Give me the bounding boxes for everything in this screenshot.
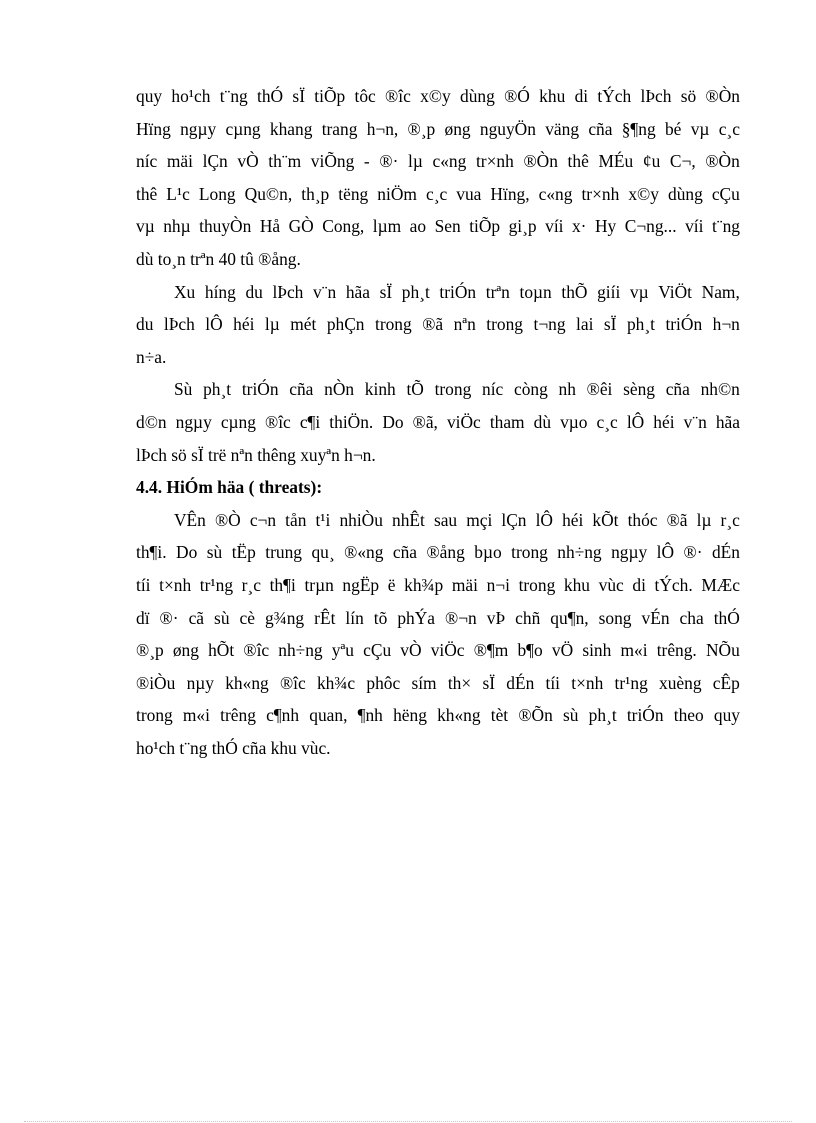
word: hëng	[393, 705, 427, 726]
word: sù	[214, 607, 230, 628]
word: th×	[447, 672, 472, 693]
word: t¨ng	[711, 216, 740, 237]
word: ®·	[683, 542, 703, 563]
word: vÞ	[486, 607, 506, 628]
text-line	[136, 145, 740, 178]
word: tiÕp	[469, 216, 501, 237]
word: cÇu	[363, 640, 392, 661]
word: ®¸p	[407, 118, 436, 139]
word: Cong,	[322, 216, 365, 237]
word: sÏ	[292, 86, 305, 106]
word: c¸c	[425, 183, 448, 204]
word: ®ã	[666, 509, 688, 530]
word: thê	[136, 183, 158, 204]
word: ®îc	[385, 86, 411, 106]
word: trêng.	[656, 640, 697, 661]
word: MÆc	[701, 574, 740, 595]
text-line: ho¹ch t¨ng thÓ cña khu vùc.	[136, 737, 331, 758]
word: c¬n	[249, 509, 277, 530]
word: thóc	[627, 509, 658, 530]
word: phôc	[366, 672, 401, 693]
word: héi	[233, 314, 255, 335]
word: m«i	[620, 640, 648, 661]
word: ngµy	[180, 118, 217, 139]
word: khu	[539, 86, 566, 106]
word: Hïng,	[490, 183, 530, 204]
word: níc	[482, 379, 504, 400]
word: nhµ	[163, 216, 191, 237]
word: tr¹ng	[614, 672, 648, 693]
word: trong	[374, 314, 412, 335]
word: th¶i	[269, 574, 296, 595]
word: tÝch	[597, 86, 632, 106]
word: triÓn	[241, 379, 279, 400]
word: rÊt	[314, 607, 336, 628]
text-line	[136, 699, 740, 732]
word: g¾ng	[265, 607, 305, 628]
word: -	[363, 151, 370, 172]
word: ®Òn	[705, 151, 740, 172]
word: Xu	[174, 281, 196, 302]
word: vÒ	[400, 640, 422, 661]
word: nh©n	[700, 379, 740, 400]
word: b¶o	[517, 640, 543, 661]
word: di	[574, 86, 589, 106]
word: theo	[673, 705, 704, 726]
word: trung	[265, 542, 303, 563]
word: m«i	[182, 705, 210, 726]
word: thÓ	[713, 607, 740, 628]
word: ®Õn	[518, 705, 553, 726]
word: väng	[545, 118, 580, 139]
word: cÊp	[712, 672, 740, 693]
word: n¬i	[486, 574, 510, 595]
word: héi	[562, 509, 584, 530]
word: NÕu	[705, 640, 740, 661]
word: tôc	[354, 86, 376, 106]
word: nÒn	[324, 379, 355, 400]
word: ®ång	[426, 542, 465, 563]
word: nµy	[186, 672, 214, 693]
word: d©n	[136, 411, 167, 432]
word: cña	[392, 542, 418, 563]
word: thÓ	[257, 86, 284, 106]
text-line	[136, 113, 740, 146]
word: cµng	[225, 118, 261, 139]
word: ®Ó	[504, 86, 530, 106]
word: quan,	[309, 705, 348, 726]
word: th¨m	[268, 151, 302, 172]
word: MÉu	[598, 151, 634, 172]
word: ®îc	[243, 640, 270, 661]
word: tõ	[373, 607, 388, 628]
word: lÇn	[501, 509, 527, 530]
word: cña	[588, 118, 613, 139]
word: tr×nh	[475, 151, 514, 172]
text-line	[136, 602, 740, 635]
word: Do	[382, 411, 404, 432]
word: thiÖn.	[329, 411, 374, 432]
word: lÔ	[205, 314, 223, 335]
word: tËp	[231, 542, 256, 563]
word: ®iÒu	[136, 672, 176, 693]
word: ®·	[379, 151, 399, 172]
word: Qu©n,	[244, 183, 293, 204]
text-line: dù to¸n trªn 40 tû ®ång.	[136, 248, 301, 269]
word: dùng	[668, 183, 703, 204]
word: ph¸t	[588, 705, 617, 726]
word: nªn	[453, 314, 476, 335]
word: ë	[387, 574, 396, 595]
word: mçi	[466, 509, 493, 530]
word: giíi	[597, 281, 621, 302]
word: thuyÒn	[199, 216, 252, 237]
word: viÖc	[446, 411, 481, 432]
word: t¬ng	[533, 314, 566, 335]
word: trµn	[304, 574, 334, 595]
word: còng	[513, 379, 548, 400]
word: bµo	[474, 542, 502, 563]
word: Do	[176, 542, 198, 563]
word: chñ	[515, 607, 541, 628]
word: h¬n,	[366, 118, 399, 139]
word: tÝch.	[654, 574, 693, 595]
word: ngµy	[611, 542, 648, 563]
word: VÊn	[174, 509, 206, 530]
section-heading: 4.4. HiÓm häa ( threats):	[136, 477, 323, 498]
word: tån	[285, 509, 307, 530]
word: ¢u	[642, 151, 661, 172]
word: kinh	[364, 379, 396, 400]
word: trêng	[220, 705, 256, 726]
word: vÖ	[551, 640, 574, 661]
word: nguyÖn	[479, 118, 536, 139]
word: vµ	[136, 216, 155, 237]
word: t¨ng	[219, 86, 248, 106]
text-line	[136, 373, 740, 406]
word: vµo	[560, 411, 588, 432]
word: ao	[409, 216, 427, 237]
word: thÕ	[561, 281, 588, 302]
word: nh÷ng	[278, 640, 323, 661]
word: t¹i	[315, 509, 331, 530]
word: tiÕp	[314, 86, 346, 106]
word: t×nh	[571, 672, 604, 693]
word: kh«ng	[437, 705, 481, 726]
word: lÇn	[202, 151, 228, 172]
word: ®Ò	[214, 509, 241, 530]
word: trang	[321, 118, 358, 139]
word: Hy	[594, 216, 617, 237]
word: vµ	[629, 281, 649, 302]
word: tÕ	[406, 379, 424, 400]
text-line	[136, 308, 740, 341]
text-line: n÷a.	[136, 346, 167, 367]
word: trong	[518, 574, 556, 595]
text-line: lÞch sö sÏ trë nªn thêng xuyªn h¬n.	[136, 444, 376, 465]
word: dï	[136, 607, 150, 628]
word: khu	[563, 574, 590, 595]
word: ®¸p	[136, 640, 164, 661]
word: ®îc	[265, 411, 291, 432]
word: phÝa	[397, 607, 436, 628]
word: øng	[444, 118, 471, 139]
word: lµ	[264, 314, 280, 335]
word: lai	[576, 314, 594, 335]
word: c¸c	[596, 411, 618, 432]
text-line	[136, 569, 740, 602]
word: mäi	[166, 151, 193, 172]
word: sÏ	[379, 281, 393, 302]
word: Long	[198, 183, 236, 204]
word: ®¶m	[473, 640, 509, 661]
word: h¬n	[712, 314, 740, 335]
word: lÔ	[626, 411, 645, 432]
word: du	[136, 314, 154, 335]
word: ViÖt	[658, 281, 693, 302]
word: tèt	[490, 705, 509, 726]
word: dù	[533, 411, 552, 432]
word: tëng	[338, 183, 369, 204]
word: ph¸t	[401, 281, 430, 302]
word: sÏ	[482, 672, 495, 693]
word: c¸c	[718, 118, 740, 139]
word: vÉn	[641, 607, 670, 628]
word: sö	[680, 86, 697, 106]
word: ®ã,	[412, 411, 438, 432]
word: c¶i	[299, 411, 321, 432]
word: c«ng	[432, 151, 467, 172]
word: ®Òn	[523, 151, 558, 172]
word: nh÷ng	[557, 542, 602, 563]
word: C¬,	[669, 151, 696, 172]
word: lÞch	[272, 281, 304, 302]
word: sù	[562, 705, 579, 726]
word: lÞch	[640, 86, 672, 106]
text-line	[136, 536, 740, 569]
word: cÇu	[711, 183, 740, 204]
word: trong	[511, 542, 548, 563]
word: ®¬n	[445, 607, 477, 628]
word: tham	[489, 411, 525, 432]
word: r¸c	[241, 574, 261, 595]
word: yªu	[331, 640, 354, 661]
word: di	[632, 574, 646, 595]
word: Sen	[434, 216, 461, 237]
word: niÖm	[377, 183, 417, 204]
word: c¶nh	[266, 705, 300, 726]
word: nh	[558, 379, 576, 400]
word: ®êi	[586, 379, 613, 400]
word: lÞch	[163, 314, 195, 335]
word: ¶nh	[357, 705, 383, 726]
word: th¸p	[301, 183, 330, 204]
word: sèng	[623, 379, 655, 400]
word: song	[598, 607, 632, 628]
word: nhÊt	[392, 509, 425, 530]
word: ph¸t	[203, 379, 232, 400]
text-line	[136, 634, 740, 667]
word: dùng	[460, 86, 495, 106]
word: §¶ng	[621, 118, 656, 139]
word: triÓn	[665, 314, 703, 335]
word: cña	[665, 379, 690, 400]
word: r¸c	[720, 509, 740, 530]
word: ®«ng	[344, 542, 384, 563]
text-line	[136, 80, 740, 113]
word: víi	[545, 216, 564, 237]
word: sau	[433, 509, 458, 530]
word: nhiÒu	[339, 509, 383, 530]
word: sÏ	[603, 314, 617, 335]
word: x·	[571, 216, 587, 237]
word: kh«ng	[225, 672, 269, 693]
word: tr¹ng	[199, 574, 234, 595]
word: viÖc	[430, 640, 465, 661]
word: phÇn	[326, 314, 365, 335]
word: øng	[172, 640, 199, 661]
text-line	[136, 178, 740, 211]
word: qu¸	[311, 542, 335, 563]
word: kh¾c	[316, 672, 356, 693]
word: gi¸p	[508, 216, 537, 237]
text-line	[136, 504, 740, 537]
word: v¨n	[683, 411, 707, 432]
word: lín	[345, 607, 364, 628]
text-line	[136, 667, 740, 700]
word: hãa	[715, 411, 740, 432]
word: t×nh	[159, 574, 192, 595]
word: xuèng	[659, 672, 702, 693]
word: GÒ	[288, 216, 314, 237]
word: quy	[136, 86, 163, 106]
word: hãa	[345, 281, 370, 302]
word: ®îc	[279, 672, 306, 693]
word: qu¶n,	[550, 607, 589, 628]
word: vÒ	[237, 151, 259, 172]
word: Hå	[259, 216, 281, 237]
word: tr×nh	[581, 183, 620, 204]
word: c«ng	[538, 183, 573, 204]
word: sù	[206, 542, 223, 563]
text-line	[136, 406, 740, 439]
word: hÕt	[208, 640, 235, 661]
text-line	[136, 276, 740, 309]
word: lµm	[372, 216, 402, 237]
word: lÔ	[656, 542, 675, 563]
word: quy	[713, 705, 740, 726]
word: sím	[411, 672, 437, 693]
word: híng	[204, 281, 236, 302]
word: cha	[679, 607, 704, 628]
word: mét	[290, 314, 317, 335]
word: dÉn	[506, 672, 535, 693]
word: dÉn	[711, 542, 740, 563]
word: ho¹ch	[171, 86, 211, 106]
word: kh¾p	[404, 574, 444, 595]
word: du	[245, 281, 263, 302]
word: bé	[664, 118, 682, 139]
word: cè	[239, 607, 255, 628]
word: lµ	[696, 509, 712, 530]
word: cµng	[220, 411, 256, 432]
word: sinh	[582, 640, 612, 661]
word: viÕng	[310, 151, 355, 172]
word: vµ	[690, 118, 710, 139]
word: triÓn	[626, 705, 664, 726]
word: víi	[685, 216, 704, 237]
word: níc	[136, 151, 158, 172]
word: trong	[136, 705, 173, 726]
word: lµ	[408, 151, 423, 172]
word: Hïng	[136, 118, 171, 139]
word: cã	[188, 607, 205, 628]
word: tíi	[136, 574, 151, 595]
word: Sù	[174, 379, 193, 400]
word: trong	[434, 379, 472, 400]
word: vùc	[598, 574, 624, 595]
word: kÕt	[592, 509, 619, 530]
word: ®ã	[422, 314, 444, 335]
word: ®Òn	[705, 86, 740, 106]
word: héi	[653, 411, 675, 432]
word: ®·	[159, 607, 179, 628]
word: cña	[289, 379, 314, 400]
word: toµn	[519, 281, 552, 302]
word: ngËp	[342, 574, 380, 595]
word: L¹c	[166, 183, 190, 204]
word: vua	[456, 183, 482, 204]
document-body	[136, 80, 740, 764]
word: trªn	[485, 281, 510, 302]
word: ph¸t	[626, 314, 655, 335]
word: thê	[567, 151, 589, 172]
word: trong	[486, 314, 524, 335]
word: Nam,	[701, 281, 740, 302]
word: triÓn	[439, 281, 477, 302]
word: tíi	[545, 672, 561, 693]
word: th¶i.	[136, 542, 167, 563]
word: v¨n	[313, 281, 337, 302]
word: lÔ	[535, 509, 553, 530]
word: ngµy	[175, 411, 212, 432]
word: x©y	[420, 86, 451, 106]
word: C¬ng...	[624, 216, 677, 237]
text-line	[136, 210, 740, 243]
page-bottom-divider	[24, 1121, 792, 1122]
word: khang	[269, 118, 313, 139]
word: x©y	[628, 183, 659, 204]
word: mäi	[451, 574, 478, 595]
